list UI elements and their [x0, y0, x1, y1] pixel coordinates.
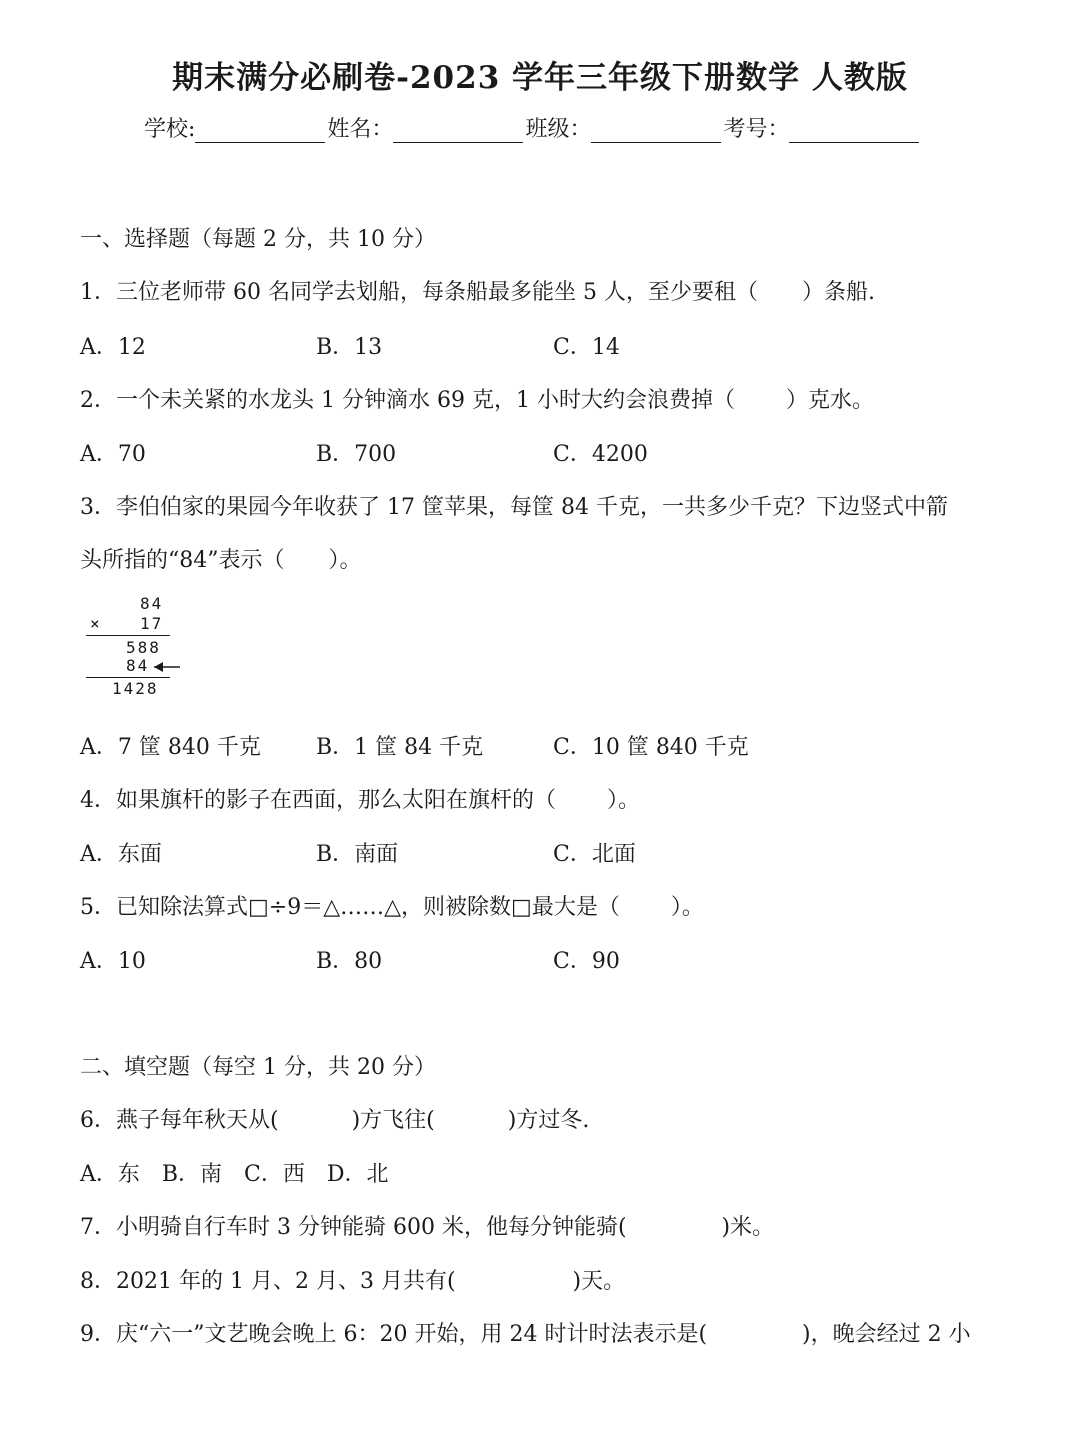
class-blank: [591, 120, 721, 143]
q4-option-b: B．南面: [316, 842, 399, 867]
q2-option-c: C．4200: [553, 442, 648, 467]
q4-option-c: C．北面: [553, 842, 636, 867]
question-3-line-1: 3．李伯伯家的果园今年收获了 17 筐苹果，每筐 84 千克，一共多少千克？下边竖式中箭: [80, 495, 948, 520]
q1-option-c: C．14: [553, 335, 620, 360]
q3-option-b: B．1 筐 84 千克: [316, 735, 484, 760]
name-blank: [393, 120, 523, 143]
q5-option-b: B．80: [316, 949, 383, 974]
calc-partial-product-1: 588: [126, 638, 161, 657]
school-blank: [195, 120, 325, 143]
question-9: 9．庆“六一”文艺晚会晚上 6：20 开始，用 24 时计时法表示是( )，晚会经过 2 小: [80, 1322, 971, 1347]
q1-option-b: B．13: [316, 335, 383, 360]
calc-multiplicand: 84: [140, 594, 164, 613]
vertical-multiplication: [84, 594, 194, 698]
calc-total: 1428: [112, 679, 159, 698]
calc-times-sign: ×: [90, 614, 102, 633]
question-5: 5．已知除法算式□÷9＝△……△，则被除数□最大是（ ）。: [80, 895, 704, 920]
student-info-row: [144, 112, 921, 143]
question-3-line-2: 头所指的“84”表示（ ）。: [80, 548, 362, 573]
section-heading-fill-blank: 二、填空题（每空 1 分，共 20 分）: [80, 1055, 436, 1080]
calc-multiplier: 17: [140, 614, 164, 633]
question-8: 8．2021 年的 1 月、2 月、3 月共有( )天。: [80, 1269, 626, 1294]
q3-option-a: A．7 筐 840 千克: [80, 735, 261, 760]
q1-option-a: A．12: [80, 335, 146, 360]
question-4: 4．如果旗杆的影子在西面，那么太阳在旗杆的（ ）。: [80, 788, 640, 813]
exam-number-blank: [789, 120, 919, 143]
question-6: 6．燕子每年秋天从( )方飞往( )方过冬.: [80, 1108, 590, 1133]
page-title: 期末满分必刷卷-2023 学年三年级下册数学 人教版: [172, 60, 908, 96]
calc-rule-1: [86, 635, 170, 636]
question-2: 2．一个未关紧的水龙头 1 分钟滴水 69 克，1 小时大约会浪费掉（ ）克水。: [80, 388, 874, 413]
exam-number-label: 考号：: [723, 117, 790, 142]
calc-rule-2: [86, 677, 170, 678]
arrow-left-icon: [152, 660, 182, 674]
q5-option-a: A．10: [80, 949, 146, 974]
q4-option-a: A．东面: [80, 842, 162, 867]
q2-option-a: A．70: [80, 442, 146, 467]
class-label: 班级：: [525, 117, 592, 142]
q6-options: A．东 B．南 C．西 D．北: [80, 1162, 389, 1187]
question-1: 1．三位老师带 60 名同学去划船，每条船最多能坐 5 人，至少要租（ ）条船.: [80, 280, 875, 305]
calc-partial-product-2: 84: [126, 656, 150, 675]
name-label: 姓名：: [327, 117, 394, 142]
question-7: 7．小明骑自行车时 3 分钟能骑 600 米，他每分钟能骑( )米。: [80, 1215, 775, 1240]
q2-option-b: B．700: [316, 442, 397, 467]
school-label: 学校:: [144, 117, 196, 142]
q3-option-c: C．10 筐 840 千克: [553, 735, 749, 760]
section-heading-choice: 一、选择题（每题 2 分，共 10 分）: [80, 227, 436, 252]
q5-option-c: C．90: [553, 949, 620, 974]
